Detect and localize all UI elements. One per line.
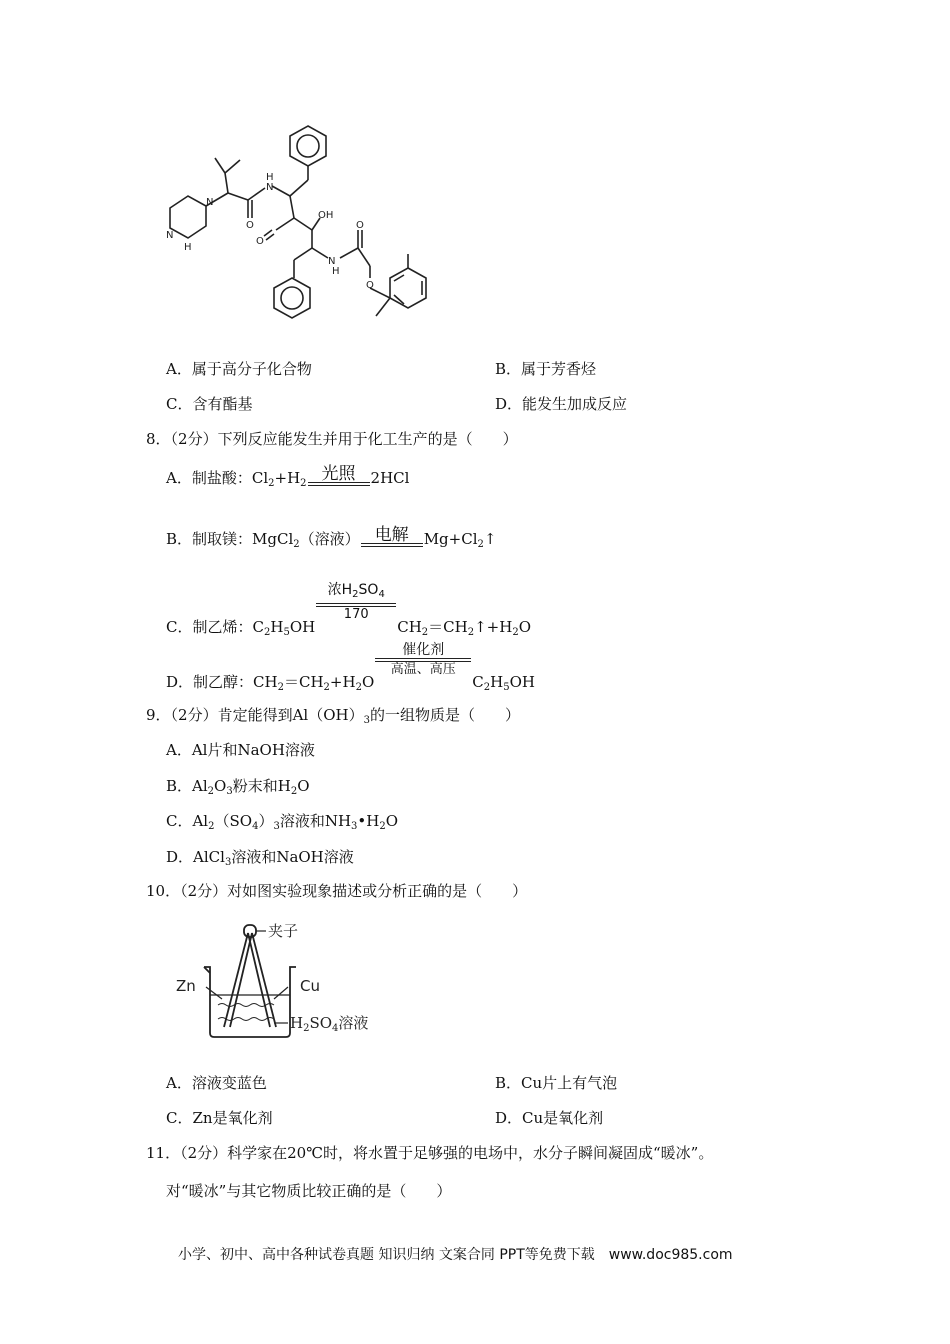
q8-option-d: D．制乙醇：$CH_2=CH_2+H_2O$ 催化剂 高温、高压 $C_2H_5OH$: [166, 642, 535, 693]
atom-h: H: [266, 172, 274, 183]
q10-option-c: C．Zn是氧化剂: [166, 1109, 273, 1127]
clip-label: 夹子: [268, 922, 299, 940]
option-text: 属于芳香烃: [521, 360, 597, 378]
galvanic-cell-figure: [170, 915, 400, 1045]
atom-n: N: [206, 197, 214, 208]
atom-o: O: [366, 280, 374, 291]
q7-option-c: [166, 393, 253, 415]
option-key: A．: [166, 360, 192, 378]
option-text: 含有酯基: [192, 395, 253, 413]
page-footer: 小学、初中、高中各种试卷真题 知识归纳 文案合同 PPT等免费下载 www.doc985.com: [178, 1247, 733, 1263]
option-text: 属于高分子化合物: [191, 360, 312, 378]
q7-option-b: [495, 358, 596, 380]
atom-o: O: [356, 220, 364, 231]
condition-text: 光照: [321, 464, 356, 484]
option-key: C．: [166, 395, 193, 413]
option-key: B．: [495, 360, 522, 378]
q11-stem-line2: 对“暖冰”与其它物质比较正确的是（ ）: [166, 1182, 452, 1200]
atom-n: N: [166, 230, 174, 241]
q11-stem-line1: 11．（2分）科学家在20℃时，将水置于足够强的电场中，水分子瞬间凝固成“暖冰”。: [146, 1144, 714, 1162]
q10-stem: 10．（2分）对如图实验现象描述或分析正确的是（ ）: [146, 882, 528, 900]
q10-option-d: D．Cu是氧化剂: [495, 1109, 604, 1127]
q8-stem: 8．（2分）下列反应能发生并用于化工生产的是（ ）: [146, 430, 518, 448]
q9-option-a: A．Al片和NaOH溶液: [166, 741, 315, 759]
atom-n: N: [328, 256, 336, 267]
atom-h: H: [332, 266, 340, 277]
q10-option-a: A．溶液变蓝色: [166, 1074, 267, 1092]
solution-label: $H_2SO_4$溶液: [290, 1014, 369, 1034]
atom-h: H: [184, 242, 192, 253]
molecule-structure-figure: [160, 118, 450, 343]
q7-option-a: [166, 358, 312, 380]
q8-option-b: B．制取镁：MgCl$_2$（溶液） 电解 $Mg+Cl_2↑$: [166, 525, 497, 550]
q8-option-a: A．制盐酸：$Cl_2+H_2$ 光照 2HCl: [166, 464, 410, 489]
q9-option-d: D．AlCl$_3$溶液和NaOH溶液: [166, 848, 354, 868]
q7-option-d: [495, 393, 627, 415]
q9-stem: 9．（2分）肯定能得到$Al(OH)_3$的一组物质是（ ）: [146, 706, 520, 726]
cu-label: Cu: [300, 977, 320, 995]
zn-label: Zn: [176, 977, 196, 995]
option-text: 能发生加成反应: [522, 395, 628, 413]
q9-option-c: C．$Al_2(SO_4)_3$溶液和$NH_3•H_2O$: [166, 812, 399, 832]
atom-n: N: [266, 182, 274, 193]
atom-o: O: [246, 220, 254, 231]
atom-oh: OH: [318, 210, 334, 221]
option-key: D．: [495, 395, 523, 413]
atom-o: O: [256, 236, 264, 247]
condition-text: 电解: [374, 525, 409, 545]
q8-option-c: C．制乙烯：$C_2H_5OH$ 浓$H_2SO_4$ 170 $CH_2=CH_2↑+H_2O$: [166, 582, 531, 638]
q9-option-b: B．$Al_2O_3$粉末和$H_2O$: [166, 777, 310, 797]
q10-option-b: B．Cu片上有气泡: [495, 1074, 618, 1092]
